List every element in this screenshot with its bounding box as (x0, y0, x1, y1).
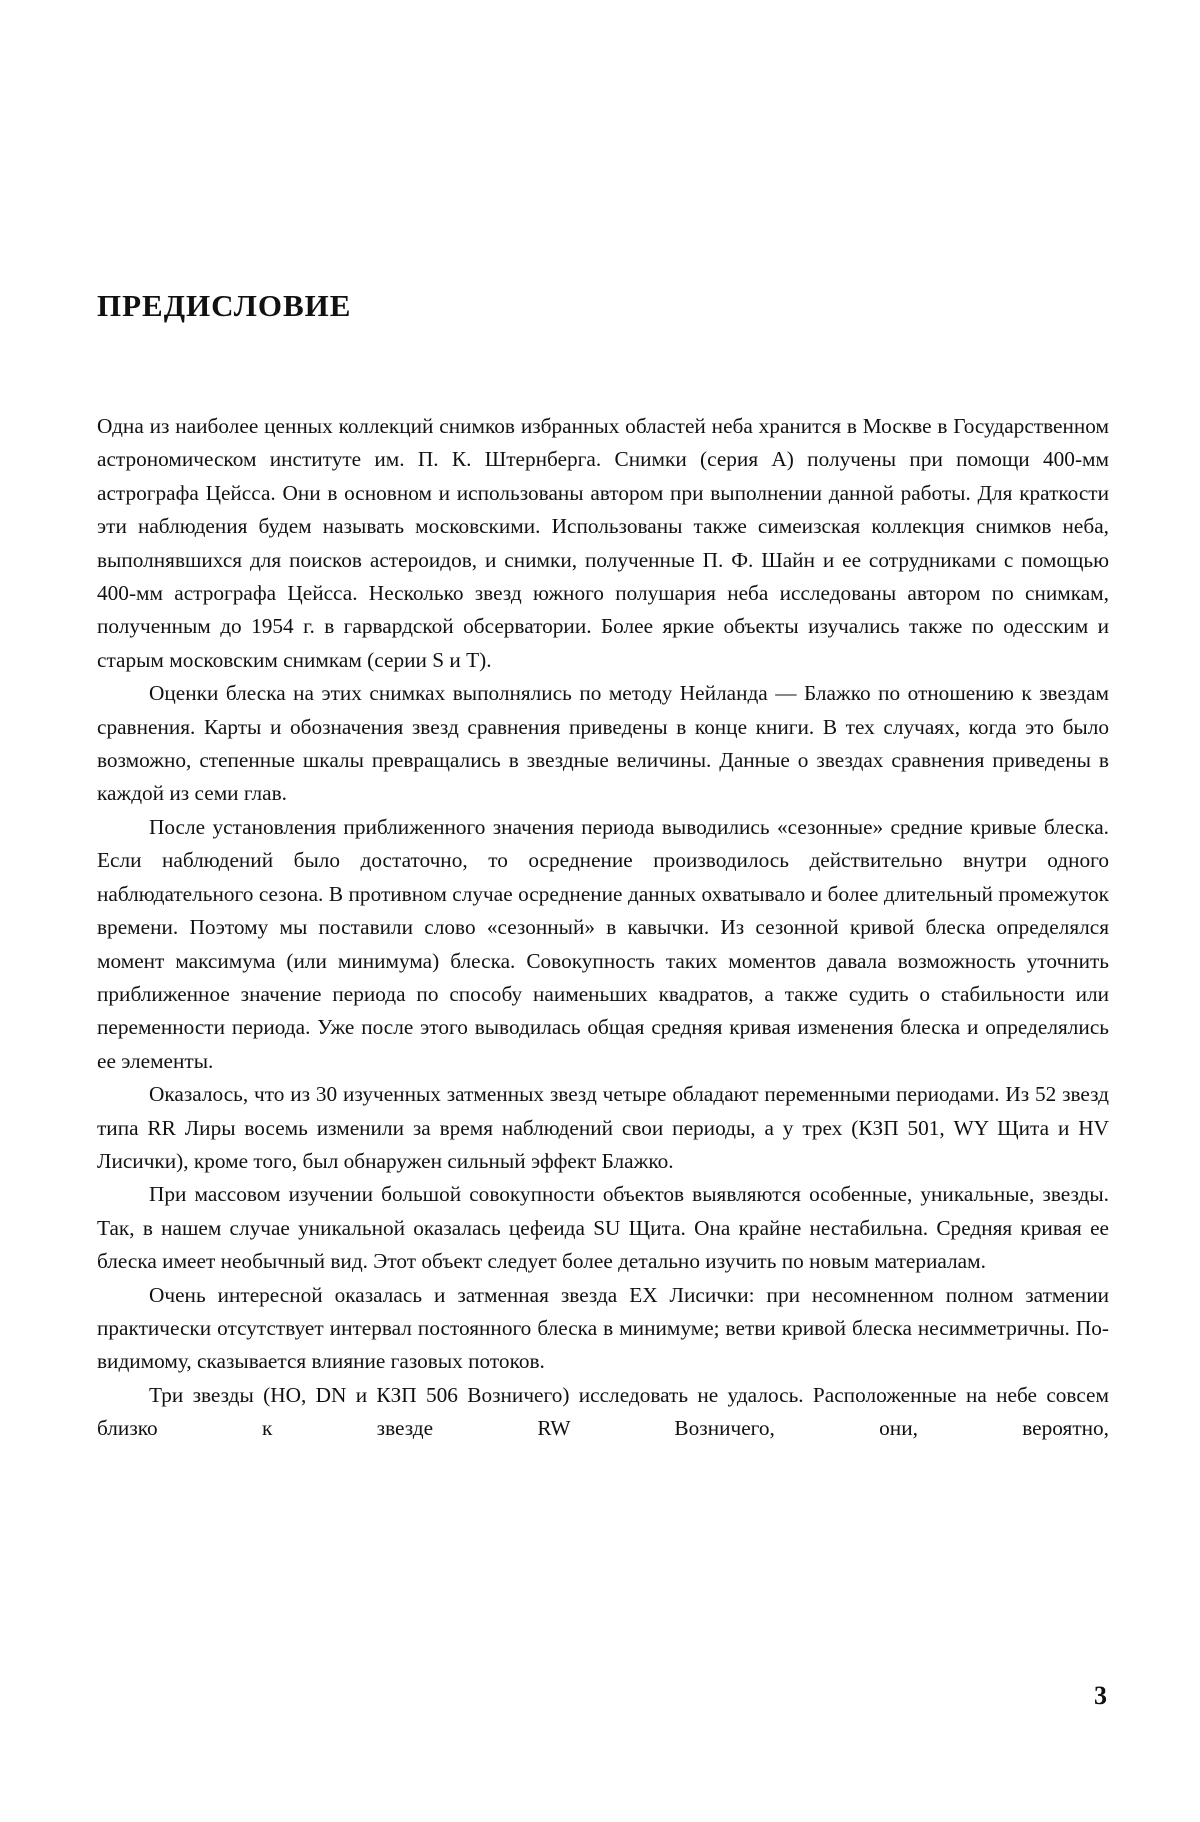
page-title: ПРЕДИСЛОВИЕ (97, 288, 352, 323)
paragraph-7: Три звезды (HO, DN и КЗП 506 Возничего) исследовать не удалось. Расположенные на небе совсем близко к звезде RW Возничего, они, вероятно, (97, 1382, 1109, 1441)
paragraph-2: Оценки блеска на этих снимках выполнялись по методу Нейланда — Блажко по отношению к звездам сравнения. Карты и обозначения звезд сравнения приведены в конце книги. В тех случаях, когда это было возможно, степенные шкалы превращались в звездные величины. Данные о звездах сравнения приведены в каждой из семи глав. (97, 681, 1109, 806)
paragraph-3: После установления приближенного значения периода выводились «сезонные» средние кривые блеска. Если наблюдений было достаточно, то осреднение производилось действительно внутри одного наблюдательного сезона. В противном случае осреднение данных охватывало и более длительный промежуток времени. Поэтому мы поставили слово «сезонный» в кавычки. Из сезонной кривой блеска определялся момент максимума (или минимума) блеска. Совокупность таких моментов давала возможность уточнить приближенное значение периода по способу наименьших квадратов, а также судить о стабильности или переменности периода. Уже после этого выводилась общая средняя кривая изменения блеска и определялись ее элементы. (97, 814, 1109, 1073)
paragraph-6: Очень интересной оказалась и затменная звезда EX Лисички: при несомненном полном затмении практически отсутствует интервал постоянного блеска в минимуме; ветви кривой блеска несимметричны. По-видимому, сказывается влияние газовых потоков. (97, 1282, 1109, 1374)
page-number: 3 (1094, 1681, 1107, 1710)
paragraph-1: Одна из наиболее ценных коллекций снимков избранных областей неба хранится в Москве в Государственном астрономическом институте им. П. К. Штернберга. Снимки (серия А) получены при помощи 400-мм астрографа Цейсса. Они в основном и использованы автором при выполнении данной работы. Для краткости эти наблюдения будем называть московскими. Использованы также симеизская коллекция снимков неба, выполнявшихся для поисков астероидов, и снимки, полученные П. Ф. Шайн и ее сотрудниками с помощью 400-мм астрографа Цейсса. Несколько звезд южного полушария неба исследованы автором по снимкам, полученным до 1954 г. в гарвардской обсерватории. Более яркие объекты изучались также по одесским и старым московским снимкам (серии S и T). (97, 414, 1109, 672)
paragraph-4: Оказалось, что из 30 изученных затменных звезд четыре обладают переменными периодами. Из 52 звезд типа RR Лиры восемь изменили за время наблюдений свои периоды, а у трех (КЗП 501, WY Щита и HV Лисички), кроме того, был обнаружен сильный эффект Блажко. (97, 1082, 1109, 1173)
body-text (97, 410, 1109, 1446)
paragraph-5: При массовом изучении большой совокупности объектов выявляются особенные, уникальные, звезды. Так, в нашем случае уникальной оказалась цефеида SU Щита. Она крайне нестабильна. Средняя кривая ее блеска имеет необычный вид. Этот объект следует более детально изучить по новым материалам. (97, 1182, 1109, 1274)
